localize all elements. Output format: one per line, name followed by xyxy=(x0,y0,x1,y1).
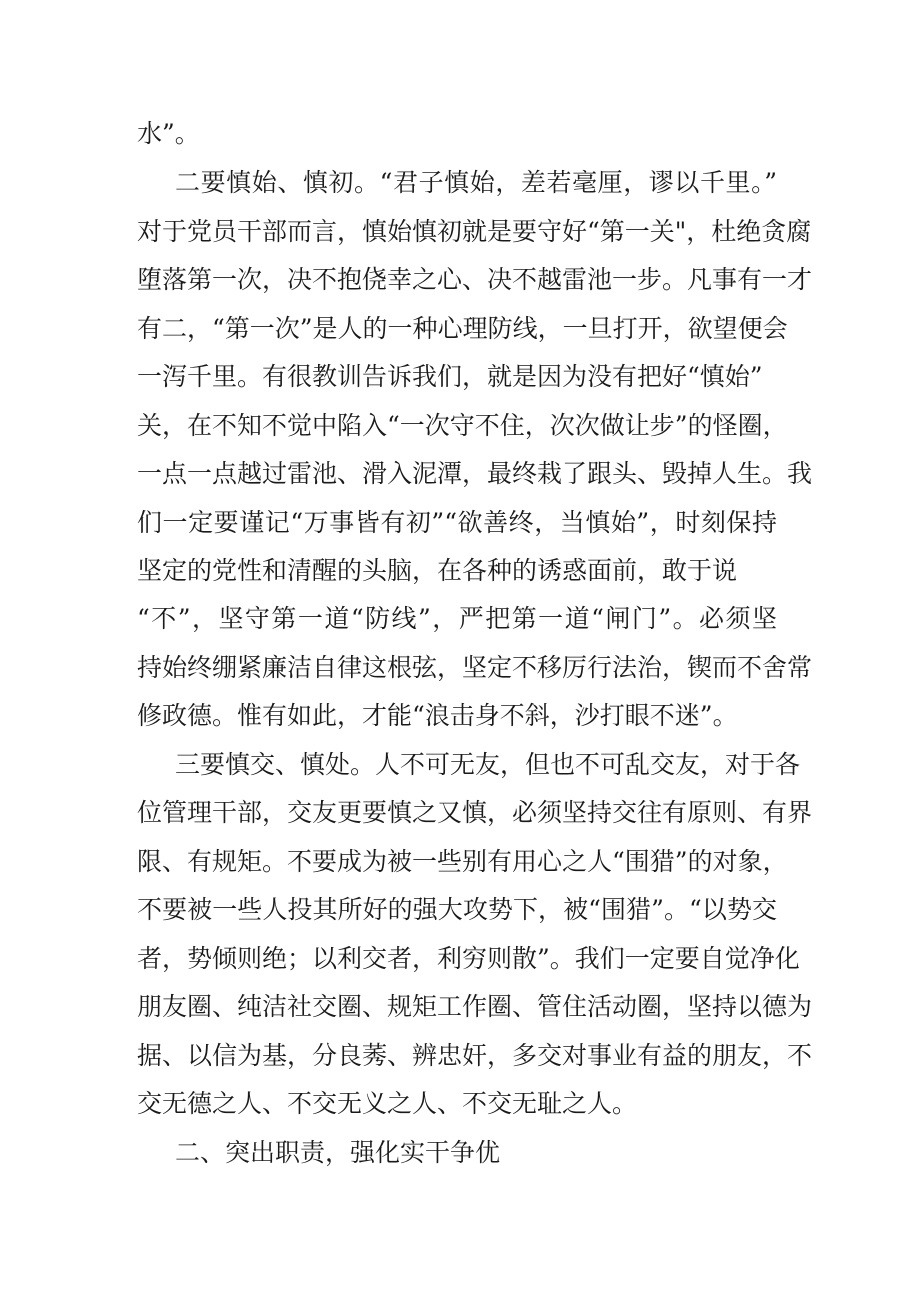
paragraph-line: 位管理干部，交友更要慎之又慎，必须坚持交往有原则、有界 xyxy=(137,798,813,827)
paragraph-line: 坚定的党性和清醒的头脑，在各种的诱惑面前，敢于说 xyxy=(137,556,738,585)
paragraph-line: 有二，“第一次”是人的一种心理防线，一旦打开，欲望便会 xyxy=(137,314,788,343)
paragraph-line: 一点一点越过雷池、滑入泥潭，最终栽了跟头、毁掉人生。我 xyxy=(137,459,813,488)
paragraph-line: 水”。 xyxy=(137,119,200,148)
paragraph-line: 朋友圈、纯洁社交圈、规矩工作圈、管住活动圈，坚持以德为 xyxy=(137,992,813,1021)
paragraph-line: 据、以信为基，分良莠、辨忠奸，多交对事业有益的朋友，不 xyxy=(137,1041,813,1070)
paragraph-line: 三要慎交、慎处。人不可无友，但也不可乱交友，对于各 xyxy=(175,750,801,779)
paragraph-line: 堕落第一次，决不抱侥幸之心、决不越雷池一步。凡事有一才 xyxy=(137,265,813,294)
paragraph-line: 交无德之人、不交无义之人、不交无耻之人。 xyxy=(137,1089,638,1118)
section-heading: 二、突出职责，强化实干争优 xyxy=(175,1138,501,1167)
paragraph-line: 二要慎始、慎初。“君子慎始，差若毫厘，谬以千里。” xyxy=(175,168,777,197)
paragraph-line: 们一定要谨记“万事皆有初”“欲善终，当慎始”，时刻保持 xyxy=(137,508,777,537)
paragraph-line: 不要被一些人投其所好的强大攻势下，被“围猎”。“以势交 xyxy=(137,895,777,924)
paragraph-line: “不”，坚守第一道“防线”，严把第一道“闸门”。必须坚 xyxy=(137,604,777,633)
paragraph-line: 对于党员干部而言，慎始慎初就是要守好“第一关"，杜绝贪腐 xyxy=(137,217,812,246)
paragraph-line: 限、有规矩。不要成为被一些别有用心之人“围猎”的对象， xyxy=(137,847,788,876)
paragraph-line: 关，在不知不觉中陷入“一次守不住，次次做让步”的怪圈， xyxy=(137,411,788,440)
paragraph-line: 者，势倾则绝；以利交者，利穷则散”。我们一定要自觉净化 xyxy=(137,944,800,973)
paragraph-line: 修政德。惟有如此，才能“浪击身不斜，沙打眼不迷”。 xyxy=(137,701,738,730)
paragraph-line: 持始终绷紧廉洁自律这根弦，坚定不移厉行法治，锲而不舍常 xyxy=(137,653,813,682)
paragraph-line: 一泻千里。有很教训告诉我们，就是因为没有把好“慎始” xyxy=(137,362,763,391)
